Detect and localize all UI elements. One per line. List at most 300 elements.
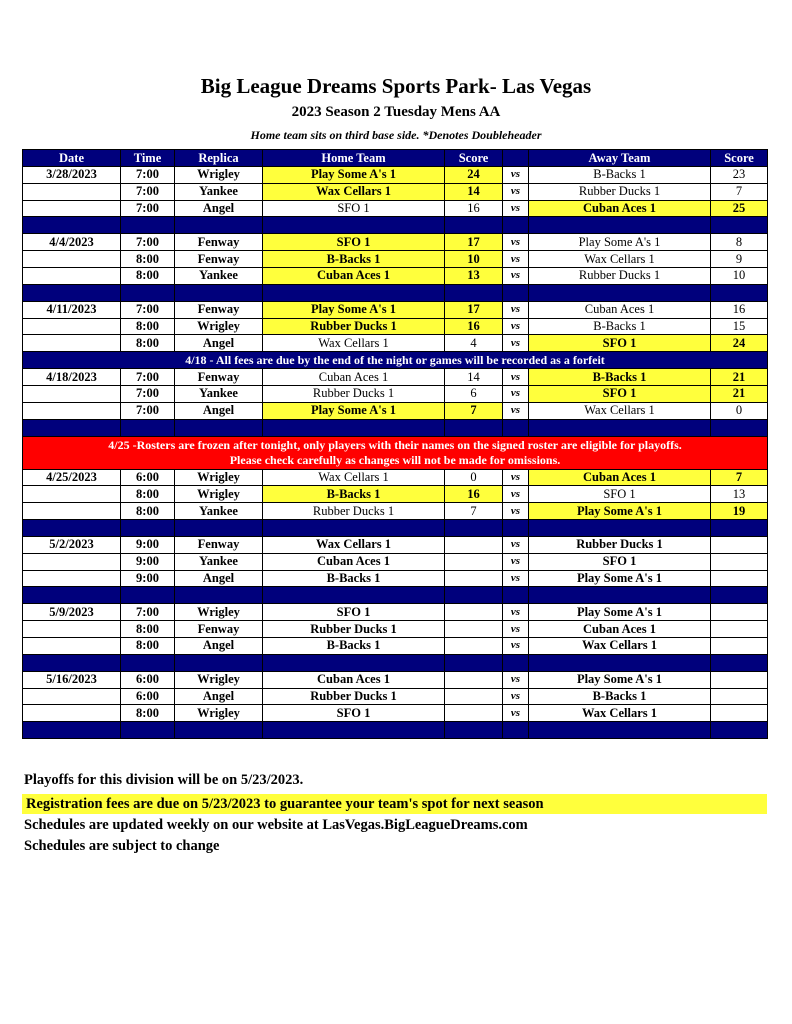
separator-cell bbox=[711, 419, 768, 436]
game-date: 3/28/2023 bbox=[23, 167, 121, 184]
game-replica-field: Yankee bbox=[175, 503, 263, 520]
separator-cell bbox=[445, 519, 503, 536]
registration-note: Registration fees are due on 5/23/2023 to guarantee your team's spot for next season bbox=[22, 794, 767, 814]
table-header-row bbox=[23, 150, 768, 167]
separator-cell bbox=[445, 722, 503, 739]
game-date: 4/11/2023 bbox=[23, 301, 121, 318]
game-time: 7:00 bbox=[121, 402, 175, 419]
game-row bbox=[23, 385, 768, 402]
home-score bbox=[445, 637, 503, 654]
home-score bbox=[445, 671, 503, 688]
separator-cell bbox=[529, 217, 711, 234]
away-score bbox=[711, 621, 768, 638]
separator-cell bbox=[445, 654, 503, 671]
separator-cell bbox=[121, 419, 175, 436]
away-score bbox=[711, 536, 768, 553]
game-replica-field: Fenway bbox=[175, 251, 263, 268]
separator-cell bbox=[503, 722, 529, 739]
separator-cell bbox=[23, 419, 121, 436]
game-date bbox=[23, 183, 121, 200]
game-row bbox=[23, 318, 768, 335]
week-separator-row bbox=[23, 654, 768, 671]
game-replica-field: Wrigley bbox=[175, 167, 263, 184]
week-separator-row bbox=[23, 284, 768, 301]
home-score: 17 bbox=[445, 234, 503, 251]
separator-cell bbox=[23, 284, 121, 301]
separator-cell bbox=[175, 217, 263, 234]
vs-label: vs bbox=[503, 503, 529, 520]
game-date: 5/9/2023 bbox=[23, 604, 121, 621]
separator-cell bbox=[529, 519, 711, 536]
vs-label: vs bbox=[503, 402, 529, 419]
away-team: Play Some A's 1 bbox=[529, 604, 711, 621]
game-date bbox=[23, 335, 121, 352]
game-time: 6:00 bbox=[121, 688, 175, 705]
away-team: Cuban Aces 1 bbox=[529, 301, 711, 318]
game-time: 7:00 bbox=[121, 301, 175, 318]
roster-alert-line-2: Please check carefully as changes will not be made for omissions. bbox=[229, 452, 561, 467]
home-score: 0 bbox=[445, 469, 503, 486]
away-score bbox=[711, 688, 768, 705]
away-score: 7 bbox=[711, 469, 768, 486]
away-score: 21 bbox=[711, 369, 768, 386]
separator-cell bbox=[23, 587, 121, 604]
game-replica-field: Wrigley bbox=[175, 671, 263, 688]
game-row bbox=[23, 200, 768, 217]
game-row bbox=[23, 536, 768, 553]
game-time: 7:00 bbox=[121, 167, 175, 184]
website-note: Schedules are updated weekly on our website at LasVegas.BigLeagueDreams.com bbox=[24, 817, 528, 833]
home-team: SFO 1 bbox=[263, 705, 445, 722]
away-team: Play Some A's 1 bbox=[529, 671, 711, 688]
home-score: 10 bbox=[445, 251, 503, 268]
home-score bbox=[445, 570, 503, 587]
game-replica-field: Fenway bbox=[175, 536, 263, 553]
game-replica-field: Wrigley bbox=[175, 318, 263, 335]
separator-cell bbox=[529, 284, 711, 301]
away-score bbox=[711, 705, 768, 722]
game-row bbox=[23, 402, 768, 419]
home-score bbox=[445, 553, 503, 570]
game-replica-field: Fenway bbox=[175, 369, 263, 386]
away-team: Wax Cellars 1 bbox=[529, 637, 711, 654]
game-date: 5/2/2023 bbox=[23, 536, 121, 553]
separator-cell bbox=[175, 419, 263, 436]
separator-cell bbox=[121, 654, 175, 671]
vs-label: vs bbox=[503, 688, 529, 705]
separator-cell bbox=[175, 519, 263, 536]
page-subtitle: 2023 Season 2 Tuesday Mens AA bbox=[291, 104, 501, 120]
game-time: 8:00 bbox=[121, 318, 175, 335]
column-header-replica: Replica bbox=[175, 150, 263, 167]
column-header-time: Time bbox=[121, 150, 175, 167]
away-score bbox=[711, 671, 768, 688]
game-row bbox=[23, 301, 768, 318]
column-header-home-score: Score bbox=[445, 150, 503, 167]
game-row bbox=[23, 267, 768, 284]
game-time: 8:00 bbox=[121, 621, 175, 638]
away-team: SFO 1 bbox=[529, 553, 711, 570]
game-date bbox=[23, 570, 121, 587]
separator-cell bbox=[23, 722, 121, 739]
column-header-vs bbox=[503, 150, 529, 167]
home-team: Wax Cellars 1 bbox=[263, 183, 445, 200]
game-row bbox=[23, 621, 768, 638]
separator-cell bbox=[121, 722, 175, 739]
home-team: Cuban Aces 1 bbox=[263, 369, 445, 386]
separator-cell bbox=[23, 519, 121, 536]
separator-cell bbox=[445, 284, 503, 301]
separator-cell bbox=[263, 654, 445, 671]
separator-cell bbox=[23, 654, 121, 671]
home-team: B-Backs 1 bbox=[263, 251, 445, 268]
away-team: Rubber Ducks 1 bbox=[529, 183, 711, 200]
game-date: 4/25/2023 bbox=[23, 469, 121, 486]
home-score: 4 bbox=[445, 335, 503, 352]
away-score: 7 bbox=[711, 183, 768, 200]
vs-label: vs bbox=[503, 570, 529, 587]
home-team: Rubber Ducks 1 bbox=[263, 621, 445, 638]
week-separator-row bbox=[23, 217, 768, 234]
game-replica-field: Angel bbox=[175, 688, 263, 705]
separator-cell bbox=[445, 587, 503, 604]
game-replica-field: Angel bbox=[175, 402, 263, 419]
home-team: Wax Cellars 1 bbox=[263, 469, 445, 486]
game-row bbox=[23, 671, 768, 688]
separator-cell bbox=[263, 217, 445, 234]
away-score bbox=[711, 553, 768, 570]
away-score bbox=[711, 604, 768, 621]
separator-cell bbox=[121, 217, 175, 234]
away-team: SFO 1 bbox=[529, 335, 711, 352]
vs-label: vs bbox=[503, 536, 529, 553]
game-replica-field: Angel bbox=[175, 200, 263, 217]
separator-cell bbox=[121, 284, 175, 301]
game-time: 7:00 bbox=[121, 604, 175, 621]
away-score: 16 bbox=[711, 301, 768, 318]
away-team: B-Backs 1 bbox=[529, 369, 711, 386]
away-team: Rubber Ducks 1 bbox=[529, 536, 711, 553]
separator-cell bbox=[175, 722, 263, 739]
week-separator-row bbox=[23, 722, 768, 739]
vs-label: vs bbox=[503, 621, 529, 638]
away-score: 8 bbox=[711, 234, 768, 251]
game-date bbox=[23, 705, 121, 722]
vs-label: vs bbox=[503, 553, 529, 570]
separator-cell bbox=[121, 519, 175, 536]
roster-alert-row bbox=[23, 436, 768, 469]
separator-cell bbox=[529, 419, 711, 436]
away-score: 15 bbox=[711, 318, 768, 335]
game-row bbox=[23, 604, 768, 621]
game-date bbox=[23, 553, 121, 570]
game-time: 8:00 bbox=[121, 637, 175, 654]
home-score: 6 bbox=[445, 385, 503, 402]
separator-cell bbox=[263, 587, 445, 604]
separator-cell bbox=[121, 587, 175, 604]
vs-label: vs bbox=[503, 705, 529, 722]
home-team: Rubber Ducks 1 bbox=[263, 688, 445, 705]
game-replica-field: Wrigley bbox=[175, 486, 263, 503]
home-team: Cuban Aces 1 bbox=[263, 267, 445, 284]
home-team: Rubber Ducks 1 bbox=[263, 318, 445, 335]
game-time: 8:00 bbox=[121, 251, 175, 268]
home-team: Cuban Aces 1 bbox=[263, 671, 445, 688]
game-replica-field: Angel bbox=[175, 570, 263, 587]
game-time: 8:00 bbox=[121, 705, 175, 722]
away-score: 23 bbox=[711, 167, 768, 184]
away-team: SFO 1 bbox=[529, 486, 711, 503]
game-time: 7:00 bbox=[121, 385, 175, 402]
away-score: 25 bbox=[711, 200, 768, 217]
game-row bbox=[23, 570, 768, 587]
game-date bbox=[23, 251, 121, 268]
home-team: B-Backs 1 bbox=[263, 637, 445, 654]
away-team: Wax Cellars 1 bbox=[529, 402, 711, 419]
schedule-body bbox=[23, 167, 768, 739]
separator-cell bbox=[263, 284, 445, 301]
away-team: Cuban Aces 1 bbox=[529, 621, 711, 638]
column-header-date: Date bbox=[23, 150, 121, 167]
week-separator-row bbox=[23, 419, 768, 436]
vs-label: vs bbox=[503, 604, 529, 621]
away-team: Play Some A's 1 bbox=[529, 503, 711, 520]
game-replica-field: Wrigley bbox=[175, 705, 263, 722]
game-time: 8:00 bbox=[121, 267, 175, 284]
roster-alert-line-1: 4/25 -Rosters are frozen after tonight, only players with their names on the signed roster are eligible for playoffs. bbox=[108, 437, 682, 452]
game-row bbox=[23, 234, 768, 251]
notice-row bbox=[23, 352, 768, 369]
game-date bbox=[23, 486, 121, 503]
vs-label: vs bbox=[503, 369, 529, 386]
separator-cell bbox=[711, 217, 768, 234]
page-note: Home team sits on third base side. *Denotes Doubleheader bbox=[250, 128, 542, 142]
away-team: B-Backs 1 bbox=[529, 688, 711, 705]
game-date bbox=[23, 318, 121, 335]
game-time: 7:00 bbox=[121, 369, 175, 386]
home-team: SFO 1 bbox=[263, 200, 445, 217]
separator-cell bbox=[175, 587, 263, 604]
home-score: 7 bbox=[445, 402, 503, 419]
home-score bbox=[445, 604, 503, 621]
away-score: 24 bbox=[711, 335, 768, 352]
away-team: Cuban Aces 1 bbox=[529, 200, 711, 217]
game-time: 8:00 bbox=[121, 486, 175, 503]
game-time: 9:00 bbox=[121, 570, 175, 587]
separator-cell bbox=[23, 217, 121, 234]
away-team: Cuban Aces 1 bbox=[529, 469, 711, 486]
game-date: 4/18/2023 bbox=[23, 369, 121, 386]
home-team: Wax Cellars 1 bbox=[263, 335, 445, 352]
game-row bbox=[23, 503, 768, 520]
playoffs-note: Playoffs for this division will be on 5/23/2023. bbox=[24, 772, 304, 788]
home-team: Rubber Ducks 1 bbox=[263, 503, 445, 520]
separator-cell bbox=[503, 419, 529, 436]
home-score bbox=[445, 688, 503, 705]
home-team: Wax Cellars 1 bbox=[263, 536, 445, 553]
away-team: SFO 1 bbox=[529, 385, 711, 402]
separator-cell bbox=[503, 284, 529, 301]
away-team: Wax Cellars 1 bbox=[529, 251, 711, 268]
separator-cell bbox=[263, 722, 445, 739]
separator-cell bbox=[263, 419, 445, 436]
away-score: 19 bbox=[711, 503, 768, 520]
away-score: 9 bbox=[711, 251, 768, 268]
column-header-away-team: Away Team bbox=[529, 150, 711, 167]
separator-cell bbox=[529, 722, 711, 739]
week-separator-row bbox=[23, 587, 768, 604]
separator-cell bbox=[711, 587, 768, 604]
game-time: 6:00 bbox=[121, 469, 175, 486]
roster-alert bbox=[23, 436, 768, 469]
vs-label: vs bbox=[503, 385, 529, 402]
home-score bbox=[445, 621, 503, 638]
game-row bbox=[23, 553, 768, 570]
game-date bbox=[23, 688, 121, 705]
vs-label: vs bbox=[503, 671, 529, 688]
separator-cell bbox=[503, 519, 529, 536]
separator-cell bbox=[529, 654, 711, 671]
separator-cell bbox=[711, 722, 768, 739]
away-score bbox=[711, 637, 768, 654]
game-row bbox=[23, 251, 768, 268]
separator-cell bbox=[445, 217, 503, 234]
home-team: Rubber Ducks 1 bbox=[263, 385, 445, 402]
game-time: 9:00 bbox=[121, 536, 175, 553]
vs-label: vs bbox=[503, 469, 529, 486]
game-date bbox=[23, 267, 121, 284]
home-score: 13 bbox=[445, 267, 503, 284]
column-header-away-score: Score bbox=[711, 150, 768, 167]
vs-label: vs bbox=[503, 335, 529, 352]
game-date: 5/16/2023 bbox=[23, 671, 121, 688]
away-team: Play Some A's 1 bbox=[529, 234, 711, 251]
page-title: Big League Dreams Sports Park- Las Vegas bbox=[200, 74, 592, 98]
home-team: Play Some A's 1 bbox=[263, 301, 445, 318]
game-replica-field: Angel bbox=[175, 335, 263, 352]
away-team: B-Backs 1 bbox=[529, 167, 711, 184]
home-team: Play Some A's 1 bbox=[263, 167, 445, 184]
game-time: 8:00 bbox=[121, 335, 175, 352]
vs-label: vs bbox=[503, 267, 529, 284]
game-replica-field: Fenway bbox=[175, 234, 263, 251]
vs-label: vs bbox=[503, 167, 529, 184]
schedule-table bbox=[22, 149, 768, 739]
away-score: 13 bbox=[711, 486, 768, 503]
game-date bbox=[23, 402, 121, 419]
separator-cell bbox=[175, 284, 263, 301]
home-score: 14 bbox=[445, 183, 503, 200]
game-replica-field: Angel bbox=[175, 637, 263, 654]
game-row bbox=[23, 369, 768, 386]
home-score: 16 bbox=[445, 318, 503, 335]
away-team: Play Some A's 1 bbox=[529, 570, 711, 587]
home-score: 7 bbox=[445, 503, 503, 520]
game-row bbox=[23, 486, 768, 503]
game-replica-field: Yankee bbox=[175, 183, 263, 200]
subject-note: Schedules are subject to change bbox=[24, 838, 220, 854]
separator-cell bbox=[711, 519, 768, 536]
game-date: 4/4/2023 bbox=[23, 234, 121, 251]
away-score: 0 bbox=[711, 402, 768, 419]
home-score: 17 bbox=[445, 301, 503, 318]
vs-label: vs bbox=[503, 637, 529, 654]
game-row bbox=[23, 705, 768, 722]
game-row bbox=[23, 637, 768, 654]
vs-label: vs bbox=[503, 486, 529, 503]
home-score bbox=[445, 705, 503, 722]
game-row bbox=[23, 167, 768, 184]
home-score: 16 bbox=[445, 486, 503, 503]
game-date bbox=[23, 385, 121, 402]
game-row bbox=[23, 688, 768, 705]
game-date bbox=[23, 637, 121, 654]
game-time: 7:00 bbox=[121, 183, 175, 200]
home-score: 14 bbox=[445, 369, 503, 386]
game-date bbox=[23, 200, 121, 217]
home-team: Cuban Aces 1 bbox=[263, 553, 445, 570]
home-score: 24 bbox=[445, 167, 503, 184]
game-row bbox=[23, 183, 768, 200]
home-score bbox=[445, 536, 503, 553]
game-replica-field: Yankee bbox=[175, 553, 263, 570]
game-replica-field: Wrigley bbox=[175, 469, 263, 486]
vs-label: vs bbox=[503, 301, 529, 318]
vs-label: vs bbox=[503, 318, 529, 335]
separator-cell bbox=[529, 587, 711, 604]
away-team: Rubber Ducks 1 bbox=[529, 267, 711, 284]
game-time: 7:00 bbox=[121, 234, 175, 251]
separator-cell bbox=[263, 519, 445, 536]
home-team: B-Backs 1 bbox=[263, 570, 445, 587]
vs-label: vs bbox=[503, 183, 529, 200]
game-time: 7:00 bbox=[121, 200, 175, 217]
game-replica-field: Yankee bbox=[175, 267, 263, 284]
away-score bbox=[711, 570, 768, 587]
vs-label: vs bbox=[503, 200, 529, 217]
game-replica-field: Fenway bbox=[175, 301, 263, 318]
separator-cell bbox=[503, 587, 529, 604]
game-row bbox=[23, 469, 768, 486]
game-date bbox=[23, 621, 121, 638]
separator-cell bbox=[175, 654, 263, 671]
away-team: B-Backs 1 bbox=[529, 318, 711, 335]
column-header-home-team: Home Team bbox=[263, 150, 445, 167]
separator-cell bbox=[711, 284, 768, 301]
game-replica-field: Fenway bbox=[175, 621, 263, 638]
home-team: B-Backs 1 bbox=[263, 486, 445, 503]
game-time: 8:00 bbox=[121, 503, 175, 520]
separator-cell bbox=[711, 654, 768, 671]
game-time: 9:00 bbox=[121, 553, 175, 570]
away-team: Wax Cellars 1 bbox=[529, 705, 711, 722]
vs-label: vs bbox=[503, 251, 529, 268]
game-replica-field: Wrigley bbox=[175, 604, 263, 621]
separator-cell bbox=[445, 419, 503, 436]
game-date bbox=[23, 503, 121, 520]
game-replica-field: Yankee bbox=[175, 385, 263, 402]
home-team: SFO 1 bbox=[263, 604, 445, 621]
home-score: 16 bbox=[445, 200, 503, 217]
home-team: Play Some A's 1 bbox=[263, 402, 445, 419]
away-score: 21 bbox=[711, 385, 768, 402]
home-team: SFO 1 bbox=[263, 234, 445, 251]
game-time: 6:00 bbox=[121, 671, 175, 688]
game-row bbox=[23, 335, 768, 352]
away-score: 10 bbox=[711, 267, 768, 284]
separator-cell bbox=[503, 217, 529, 234]
separator-cell bbox=[503, 654, 529, 671]
